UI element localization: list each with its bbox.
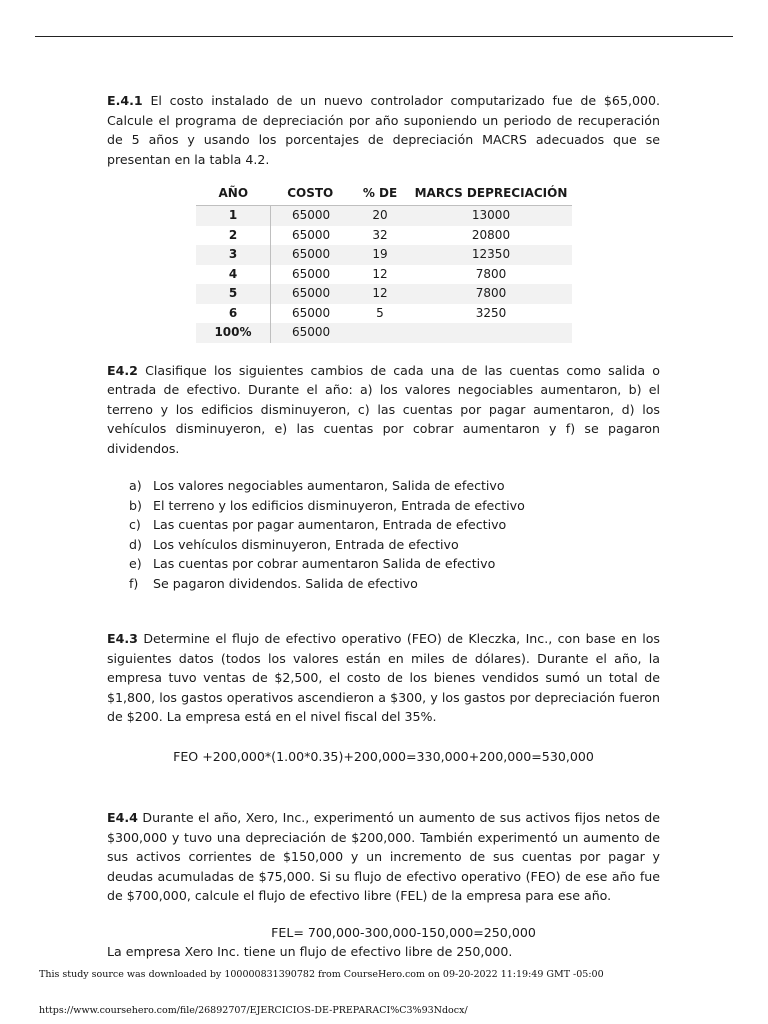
exercise-code: E.4.1 [107, 93, 143, 108]
depreciation-table [196, 183, 572, 343]
exercise-code: E4.3 [107, 631, 138, 646]
cell-depr: 7800 [475, 286, 507, 300]
cell-pct [350, 323, 410, 343]
cell-pct: 32 [372, 227, 388, 242]
cell-depr: 3250 [475, 305, 507, 320]
table-row [196, 206, 572, 226]
cell-cost: 65000 [292, 305, 331, 320]
cell-year: 2 [196, 226, 271, 246]
top-rule [35, 36, 733, 37]
fel-formula: FEL= 700,000-300,000-150,000=250,000 [271, 924, 536, 940]
cell-depr: 7800 [475, 266, 507, 281]
exercise-4-2 [107, 361, 660, 459]
cell-depr: 20800 [471, 227, 511, 242]
list-letter: a) [129, 478, 142, 493]
cell-cost: 65000 [292, 325, 331, 339]
header-marcs: MARCS DEPRECIACIÓN [414, 186, 568, 201]
list-letter: c) [129, 517, 141, 532]
list-letter: f) [129, 575, 139, 591]
table-row [196, 284, 572, 304]
cell-pct: 5 [376, 305, 384, 320]
list-item [107, 574, 660, 594]
cell-year: 4 [196, 265, 271, 285]
header-ano: AÑO [218, 186, 249, 201]
list-text: El terreno y los edificios disminuyeron, Entrada de efectivo [153, 497, 525, 513]
list-item [107, 535, 660, 555]
cell-pct: 12 [372, 266, 388, 281]
feo-formula: FEO +200,000*(1.00*0.35)+200,000=330,000+200,000=530,000 [173, 748, 594, 764]
exercise-text: El costo instalado de un nuevo controlador computarizado fue de $65,000. Calcule el programa de depreciación por año suponiendo un periodo de recuperación de 5 años y usando los porcentajes de depreciación MACRS adecuados que se presentan en la tabla 4.2. [107, 93, 660, 167]
list-text: Los valores negociables aumentaron, Salida de efectivo [153, 478, 505, 493]
list-item [107, 515, 660, 535]
list-text: Se pagaron dividendos. Salida de efectivo [153, 575, 418, 591]
table-row [196, 323, 572, 343]
list-text: Las cuentas por pagar aumentaron, Entrada de efectivo [153, 517, 507, 532]
cell-depr [410, 323, 572, 343]
download-notice: This study source was downloaded by 100000831390782 from CourseHero.com on 09-20-2022 11:19:49 GMT -05:00 [39, 969, 604, 980]
list-item [107, 476, 660, 496]
fel-conclusion: La empresa Xero Inc. tiene un flujo de efectivo libre de 250,000. [107, 944, 513, 959]
cell-year: 6 [196, 304, 271, 324]
cell-cost: 65000 [292, 208, 331, 222]
answer-list [107, 476, 660, 593]
exercise-4-4 [107, 808, 660, 906]
list-letter: d) [129, 536, 142, 552]
cell-cost: 65000 [292, 286, 331, 300]
table-row [196, 304, 572, 324]
list-text: Las cuentas por cobrar aumentaron Salida de efectivo [153, 556, 496, 571]
table-header-row [196, 183, 572, 206]
cell-depr: 13000 [471, 208, 511, 222]
document-body [107, 91, 660, 962]
exercise-text: Durante el año, Xero, Inc., experimentó un aumento de sus activos fijos netos de $300,000 y tuvo una depreciación de $200,000. También experimentó un aumento de sus activos corrientes de $150,000 y un incremento de sus cuentas por pagar y deudas acumuladas de $75,000. Si su flujo de efectivo operativo (FEO) de ese año fue de $700,000, calcule el flujo de efectivo libre (FEL) de la empresa para ese año. [107, 810, 660, 903]
list-letter: e) [129, 556, 142, 571]
cell-pct: 20 [372, 208, 388, 222]
table-row [196, 245, 572, 265]
table-row [196, 265, 572, 285]
exercise-code: E4.4 [107, 810, 138, 825]
exercise-4-3 [107, 629, 660, 727]
cell-cost: 65000 [292, 247, 331, 261]
exercise-code: E4.2 [107, 362, 138, 378]
exercise-text: Clasifique los siguientes cambios de cada una de las cuentas como salida o entrada de efectivo. Durante el año: a) los valores negociables aumentaron, b) el terreno y los edificios disminuyeron, c) las cuentas por pagar aumentaron, d) los vehículos disminuyeron, e) las cuentas por cobrar aumentaron y f) se pagaron dividendos. [107, 362, 660, 456]
cell-cost: 65000 [292, 227, 331, 242]
list-letter: b) [129, 497, 142, 513]
cell-year: 5 [196, 284, 271, 304]
header-costo: COSTO [287, 186, 334, 201]
source-url: https://www.coursehero.com/file/26892707/EJERCICIOS-DE-PREPARACI%C3%93Ndocx/ [39, 1005, 468, 1016]
list-text: Los vehículos disminuyeron, Entrada de efectivo [153, 536, 459, 552]
list-item [107, 496, 660, 516]
cell-pct: 12 [372, 286, 388, 300]
cell-pct: 19 [372, 247, 388, 261]
cell-year: 100% [196, 323, 271, 343]
table-row [196, 226, 572, 246]
exercise-4-1 [107, 91, 660, 169]
header-pct: % DE [362, 186, 398, 201]
cell-year: 1 [196, 206, 271, 226]
list-item [107, 554, 660, 574]
cell-depr: 12350 [471, 247, 511, 261]
exercise-text: Determine el flujo de efectivo operativo (FEO) de Kleczka, Inc., con base en los siguientes datos (todos los valores están en miles de dólares). Durante el año, la empresa tuvo ventas de $2,500, el costo de los bienes vendidos sumó un total de $1,800, los gastos operativos ascendieron a $300, y los gastos por depreciación fueron de $200. La empresa está en el nivel fiscal del 35%. [107, 631, 660, 724]
cell-year: 3 [196, 245, 271, 265]
cell-cost: 65000 [292, 266, 331, 281]
